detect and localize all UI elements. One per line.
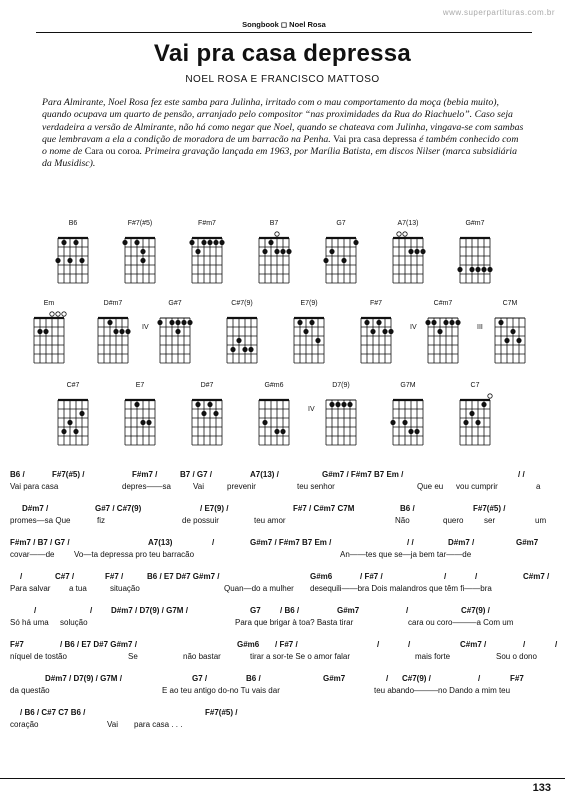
chord-grid	[38, 382, 108, 452]
chord-symbol: D#m7 /	[22, 504, 49, 513]
finger-dot	[353, 240, 358, 245]
running-header	[36, 20, 532, 33]
chord-name: C#7(9)	[231, 300, 253, 307]
lyric-text: desequili——bra Dois malandros que têm fi——bra	[310, 584, 492, 593]
chord-grid	[475, 300, 545, 370]
finger-dot	[67, 258, 72, 263]
finger-dot	[414, 429, 419, 434]
fret-position-label: III	[477, 324, 483, 331]
lyric-line	[10, 720, 555, 732]
finger-dot	[43, 329, 48, 334]
lyric-text: ser	[484, 516, 496, 525]
finger-dot	[315, 338, 320, 343]
chord-diagram	[239, 220, 309, 290]
chord-symbol: F#7(#5) /	[52, 470, 85, 479]
lyric-text: a	[536, 482, 541, 491]
finger-dot	[280, 429, 285, 434]
chord-symbol: F#m7 / B7 / G7 /	[10, 538, 70, 547]
chord-symbol: A7(13) /	[250, 470, 279, 479]
lyric-text: E ao teu antigo do-no Tu vais dar	[162, 686, 280, 695]
finger-dot	[469, 267, 474, 272]
lyric-text: vou cumprir	[456, 482, 498, 491]
open-string-marker	[56, 312, 60, 316]
header-rule	[36, 32, 532, 33]
finger-dot	[157, 320, 162, 325]
chord-grid	[172, 382, 242, 452]
finger-dot	[189, 240, 194, 245]
chord-symbol: / B6 / C#7 C7 B6 /	[20, 708, 86, 717]
chord-symbol: / F#7 /	[275, 640, 298, 649]
chord-symbol: C#m7 /	[523, 572, 550, 581]
finger-dot	[449, 320, 454, 325]
lyric-line	[10, 652, 555, 664]
chord-symbol: D#m7 / D7(9) / G7M /	[111, 606, 188, 615]
finger-dot	[347, 402, 352, 407]
lyric-text: prevenir	[227, 482, 256, 491]
chord-symbol: G7 /	[192, 674, 208, 683]
chord-symbol: F#7	[10, 640, 24, 649]
lyric-text: Sou o dono	[496, 652, 537, 661]
lyric-text: níquel de tostão	[10, 652, 67, 661]
chord-diagram	[239, 382, 309, 452]
finger-dot	[335, 402, 340, 407]
chord-symbol: D#m7 /	[448, 538, 475, 547]
chord-symbol: F#m7 /	[132, 470, 158, 479]
chord-diagram	[341, 300, 411, 370]
chord-symbol: /	[444, 572, 447, 581]
finger-dot	[481, 267, 486, 272]
finger-dot	[481, 402, 486, 407]
open-string-marker	[397, 232, 401, 236]
lyric-text: Vai	[107, 720, 118, 729]
finger-dot	[341, 402, 346, 407]
chord-grid	[78, 300, 148, 370]
finger-dot	[213, 240, 218, 245]
lyric-line	[10, 584, 555, 596]
lyric-line	[10, 482, 555, 494]
chord-diagram	[408, 300, 478, 370]
finger-dot	[420, 249, 425, 254]
finger-dot	[242, 347, 247, 352]
chord-diagram	[140, 300, 210, 370]
chord-symbol: F#7 /	[105, 572, 124, 581]
chord-symbol: F#7 / C#m7 C7M	[293, 504, 355, 513]
lyric-text: Quan—do a mulher	[224, 584, 294, 593]
chord-grid	[207, 300, 277, 370]
finger-dot	[498, 320, 503, 325]
open-string-marker	[50, 312, 54, 316]
open-string-marker	[62, 312, 66, 316]
lyric-text: Para salvar	[10, 584, 51, 593]
chord-symbol: F#7(#5) /	[205, 708, 238, 717]
finger-dot	[408, 249, 413, 254]
chord-diagram	[78, 300, 148, 370]
chord-name: D#7	[200, 382, 214, 389]
lyric-text: teu abando———no Dando a mim teu	[374, 686, 511, 695]
chord-name: E7	[135, 382, 145, 389]
finger-dot	[364, 320, 369, 325]
chord-diagram	[373, 382, 443, 452]
finger-dot	[516, 338, 521, 343]
lyric-line	[10, 550, 555, 562]
finger-dot	[230, 347, 235, 352]
finger-dot	[67, 420, 72, 425]
lyric-text: promes—sa Que	[10, 516, 71, 525]
intro-paragraph	[42, 97, 524, 171]
chord-symbol: G#7 / C#7(9)	[95, 504, 142, 513]
song-authors: NOEL ROSA E FRANCISCO MATTOSO	[185, 74, 380, 85]
lyric-text: da questão	[10, 686, 50, 695]
chord-symbol: /	[406, 606, 409, 615]
finger-dot	[297, 320, 302, 325]
open-string-marker	[275, 232, 279, 236]
finger-dot	[207, 402, 212, 407]
chord-grid	[239, 220, 309, 290]
chord-diagram	[105, 382, 175, 452]
chord-grid	[408, 300, 478, 370]
finger-dot	[201, 240, 206, 245]
chord-name: F#m7	[198, 220, 216, 227]
finger-dot	[390, 420, 395, 425]
finger-dot	[169, 320, 174, 325]
chord-line	[10, 572, 555, 584]
finger-dot	[37, 329, 42, 334]
lyric-text: mais forte	[415, 652, 451, 661]
chord-symbol: F#7	[510, 674, 524, 683]
footer-rule	[0, 778, 565, 779]
chord-symbol: C#7 /	[55, 572, 75, 581]
finger-dot	[475, 420, 480, 425]
intro-title-ref: Vai pra casa depressa	[333, 133, 417, 145]
finger-dot	[79, 411, 84, 416]
lyric-text: teu amor	[254, 516, 286, 525]
chord-symbol: B7 / G7 /	[180, 470, 213, 479]
chord-grid	[306, 382, 376, 452]
chord-diagram	[306, 382, 376, 452]
chord-symbol: / /	[518, 470, 525, 479]
chord-name: B6	[68, 220, 78, 227]
finger-dot	[341, 258, 346, 263]
finger-dot	[195, 402, 200, 407]
song-title: Vai pra casa depressa	[153, 40, 412, 67]
finger-dot	[329, 249, 334, 254]
chord-grid	[14, 300, 84, 370]
lyric-text: Não	[395, 516, 410, 525]
finger-dot	[262, 249, 267, 254]
chord-name: Em	[43, 300, 55, 307]
finger-dot	[125, 329, 130, 334]
chord-symbol: G#m7 / F#m7 B7 Em /	[250, 538, 332, 547]
lyric-text: situação	[110, 584, 140, 593]
finger-dot	[55, 258, 60, 263]
chord-grid	[38, 220, 108, 290]
lyric-text: a tua	[69, 584, 87, 593]
lyric-text: de possuir	[182, 516, 219, 525]
lyric-line	[10, 618, 555, 630]
finger-dot	[425, 320, 430, 325]
chord-symbol: /	[20, 572, 23, 581]
finger-dot	[382, 329, 387, 334]
chord-diagram	[207, 300, 277, 370]
finger-dot	[73, 240, 78, 245]
chord-diagram	[440, 382, 510, 452]
chord-diagram	[172, 382, 242, 452]
lyric-text: Vai para casa	[10, 482, 59, 491]
chord-symbol: /	[523, 640, 526, 649]
lyric-text: Se	[128, 652, 138, 661]
lyric-text: Só há uma	[10, 618, 49, 627]
chord-symbol: /	[377, 640, 380, 649]
chord-grid	[274, 300, 344, 370]
finger-dot	[323, 258, 328, 263]
lyric-text: teu senhor	[297, 482, 335, 491]
lyric-line	[10, 686, 555, 698]
chord-symbol: G#m7	[516, 538, 539, 547]
finger-dot	[274, 429, 279, 434]
finger-dot	[303, 329, 308, 334]
chord-symbol: /	[478, 674, 481, 683]
finger-dot	[274, 249, 279, 254]
chord-symbol: D#m7 / D7(9) / G7M /	[45, 674, 122, 683]
chord-symbol: C#7(9) /	[461, 606, 490, 615]
finger-dot	[262, 420, 267, 425]
fret-position-label: IV	[410, 324, 417, 331]
chord-symbol: /	[90, 606, 93, 615]
intro-text: Para Almirante, Noel Rosa fez este samba para Julinha, irritado com o mau comportamento da moça (bebia muito), quando ocupava um quarto de pensão, arranjado pelo compositor “nas proximidades da Rua do Riachuelo”. Caso seja verdadeira a versão de Almirante, não há como negar que Noel, quando se chateava com Julinha, vingava-se com sambas que lembravam a ela a condição de moradora de um barracão na Penha.	[42, 97, 524, 145]
lyric-text: Que eu	[417, 482, 444, 491]
chord-name: G#7	[168, 300, 182, 307]
finger-dot	[79, 258, 84, 263]
chord-name: C7M	[502, 300, 518, 307]
finger-dot	[73, 429, 78, 434]
finger-dot	[134, 240, 139, 245]
lyric-text: Vo—ta depressa pro teu barracão	[74, 550, 195, 559]
finger-dot	[504, 338, 509, 343]
chord-line	[10, 708, 555, 720]
chord-grid	[440, 382, 510, 452]
chord-symbol: /	[386, 674, 389, 683]
finger-dot	[140, 420, 145, 425]
fret-position-label: IV	[142, 324, 149, 331]
chord-symbol: /	[212, 538, 215, 547]
lyric-text: cara ou coro———a Com um	[408, 618, 514, 627]
finger-dot	[268, 240, 273, 245]
chord-symbol: G#m7	[323, 674, 346, 683]
finger-dot	[431, 320, 436, 325]
page-number: 133	[532, 782, 551, 794]
finger-dot	[329, 402, 334, 407]
finger-dot	[248, 347, 253, 352]
chord-symbol: G#m7 / F#m7 B7 Em /	[322, 470, 404, 479]
finger-dot	[414, 249, 419, 254]
chord-line	[10, 538, 555, 550]
page-footer	[0, 772, 565, 800]
finger-dot	[61, 240, 66, 245]
finger-dot	[201, 411, 206, 416]
finger-dot	[402, 420, 407, 425]
lyric-text: Vai	[193, 482, 204, 491]
finger-dot	[455, 320, 460, 325]
lyric-text: coração	[10, 720, 39, 729]
chord-diagram	[475, 300, 545, 370]
chord-line	[10, 674, 555, 686]
chord-name: C#m7	[433, 300, 453, 307]
chord-symbol: /	[475, 572, 478, 581]
finger-dot	[113, 329, 118, 334]
chord-name: B7	[269, 220, 279, 227]
finger-dot	[286, 249, 291, 254]
fret-position-label: IV	[308, 406, 315, 413]
chord-name: G#m6	[264, 382, 284, 389]
chord-symbol: / B6 /	[280, 606, 300, 615]
chord-symbol: / F#7 /	[360, 572, 383, 581]
chord-line	[10, 606, 555, 618]
finger-dot	[408, 429, 413, 434]
finger-dot	[457, 267, 462, 272]
chord-symbol: / B6 / E7 D#7 G#m7 /	[60, 640, 137, 649]
finger-dot	[443, 320, 448, 325]
chord-symbol: / /	[407, 538, 414, 547]
lyric-text: An——tes que se—ja bem tar——de	[340, 550, 472, 559]
chord-symbol: G#m6	[310, 572, 333, 581]
chord-symbol: G#m6	[237, 640, 260, 649]
finger-dot	[187, 320, 192, 325]
chord-grid	[172, 220, 242, 290]
lyric-text: para casa . . .	[134, 720, 183, 729]
chord-diagram	[38, 382, 108, 452]
intro-text: é também conhecido com o nome de	[42, 133, 519, 158]
finger-dot	[195, 249, 200, 254]
finger-dot	[475, 267, 480, 272]
chord-diagram	[105, 220, 175, 290]
finger-dot	[207, 240, 212, 245]
chord-grid	[105, 382, 175, 452]
finger-dot	[487, 267, 492, 272]
lyric-text: depres——sa	[122, 482, 171, 491]
chord-grid	[373, 382, 443, 452]
chord-symbol: G#m7	[337, 606, 360, 615]
lyric-line	[10, 516, 555, 528]
chord-diagram	[274, 300, 344, 370]
chord-symbol: B6 /	[246, 674, 261, 683]
intro-title-ref: Cara ou coroa	[84, 146, 140, 158]
finger-dot	[175, 320, 180, 325]
chord-diagram	[440, 220, 510, 290]
chord-name: A7(13)	[397, 220, 419, 227]
chord-line	[10, 640, 558, 652]
finger-dot	[140, 258, 145, 263]
lyric-text: um	[535, 516, 547, 525]
chord-name: F#7	[369, 300, 383, 307]
chord-diagram	[373, 220, 443, 290]
finger-dot	[376, 320, 381, 325]
chord-symbol: B6 /	[10, 470, 25, 479]
chord-symbol: /	[555, 640, 558, 649]
watermark: www.superpartituras.com.br	[442, 8, 555, 17]
finger-dot	[219, 240, 224, 245]
chord-symbol: A7(13)	[148, 538, 173, 547]
chord-grid	[341, 300, 411, 370]
finger-dot	[107, 320, 112, 325]
chord-grid	[140, 300, 210, 370]
chord-symbol: C#m7 /	[460, 640, 487, 649]
chord-symbol: /	[408, 640, 411, 649]
chord-diagram	[14, 300, 84, 370]
running-header-label: Songbook ◻ Noel Rosa	[242, 20, 326, 29]
intro-text: . Primeira gravação lançada em 1963, por Marília Batista, em discos Nilser (marca subsidiária da Musidisc).	[42, 146, 518, 170]
finger-dot	[134, 402, 139, 407]
chord-name: G#m7	[465, 220, 485, 227]
finger-dot	[140, 249, 145, 254]
lyric-text: tirar a sor-te Se o amor falar	[250, 652, 351, 661]
chord-grid	[440, 220, 510, 290]
open-string-marker	[488, 394, 492, 398]
chord-symbol: B6 / E7 D#7 G#m7 /	[147, 572, 220, 581]
chord-name: C7	[470, 382, 480, 389]
chord-name: D7(9)	[332, 382, 350, 389]
lyric-text: fiz	[97, 516, 105, 525]
chord-symbol: /	[34, 606, 37, 615]
chord-symbol: C#7(9) /	[402, 674, 431, 683]
chord-name: G7M	[400, 382, 416, 389]
chord-name: F#7(#5)	[127, 220, 153, 227]
chord-name: D#m7	[103, 300, 123, 307]
chord-name: E7(9)	[300, 300, 318, 307]
finger-dot	[181, 320, 186, 325]
finger-dot	[146, 420, 151, 425]
finger-dot	[469, 411, 474, 416]
finger-dot	[122, 240, 127, 245]
chord-symbol: B6 /	[400, 504, 415, 513]
chord-symbol: F#7(#5) /	[473, 504, 506, 513]
lyric-text: quero	[443, 516, 464, 525]
lyric-text: solução	[60, 618, 88, 627]
finger-dot	[213, 411, 218, 416]
finger-dot	[437, 329, 442, 334]
finger-dot	[280, 249, 285, 254]
chord-grid	[105, 220, 175, 290]
chord-diagrams	[0, 210, 565, 470]
chord-line	[10, 470, 555, 482]
chord-name: C#7	[66, 382, 80, 389]
chord-symbol: / E7(9) /	[200, 504, 229, 513]
chord-grid	[306, 220, 376, 290]
finger-dot	[370, 329, 375, 334]
finger-dot	[309, 320, 314, 325]
chord-grid	[373, 220, 443, 290]
lyric-text: Para que brigar à toa? Basta tirar	[235, 618, 354, 627]
finger-dot	[119, 329, 124, 334]
chord-symbol: G7	[250, 606, 261, 615]
finger-dot	[236, 338, 241, 343]
finger-dot	[510, 329, 515, 334]
finger-dot	[61, 429, 66, 434]
lyric-text: covar——de	[10, 550, 55, 559]
finger-dot	[463, 420, 468, 425]
chord-diagram	[172, 220, 242, 290]
chord-diagram	[38, 220, 108, 290]
finger-dot	[388, 329, 393, 334]
open-string-marker	[403, 232, 407, 236]
chord-name: G7	[336, 220, 346, 227]
chord-diagram	[306, 220, 376, 290]
chord-line	[10, 504, 555, 516]
chord-grid	[239, 382, 309, 452]
finger-dot	[175, 329, 180, 334]
lyric-text: não bastar	[183, 652, 221, 661]
